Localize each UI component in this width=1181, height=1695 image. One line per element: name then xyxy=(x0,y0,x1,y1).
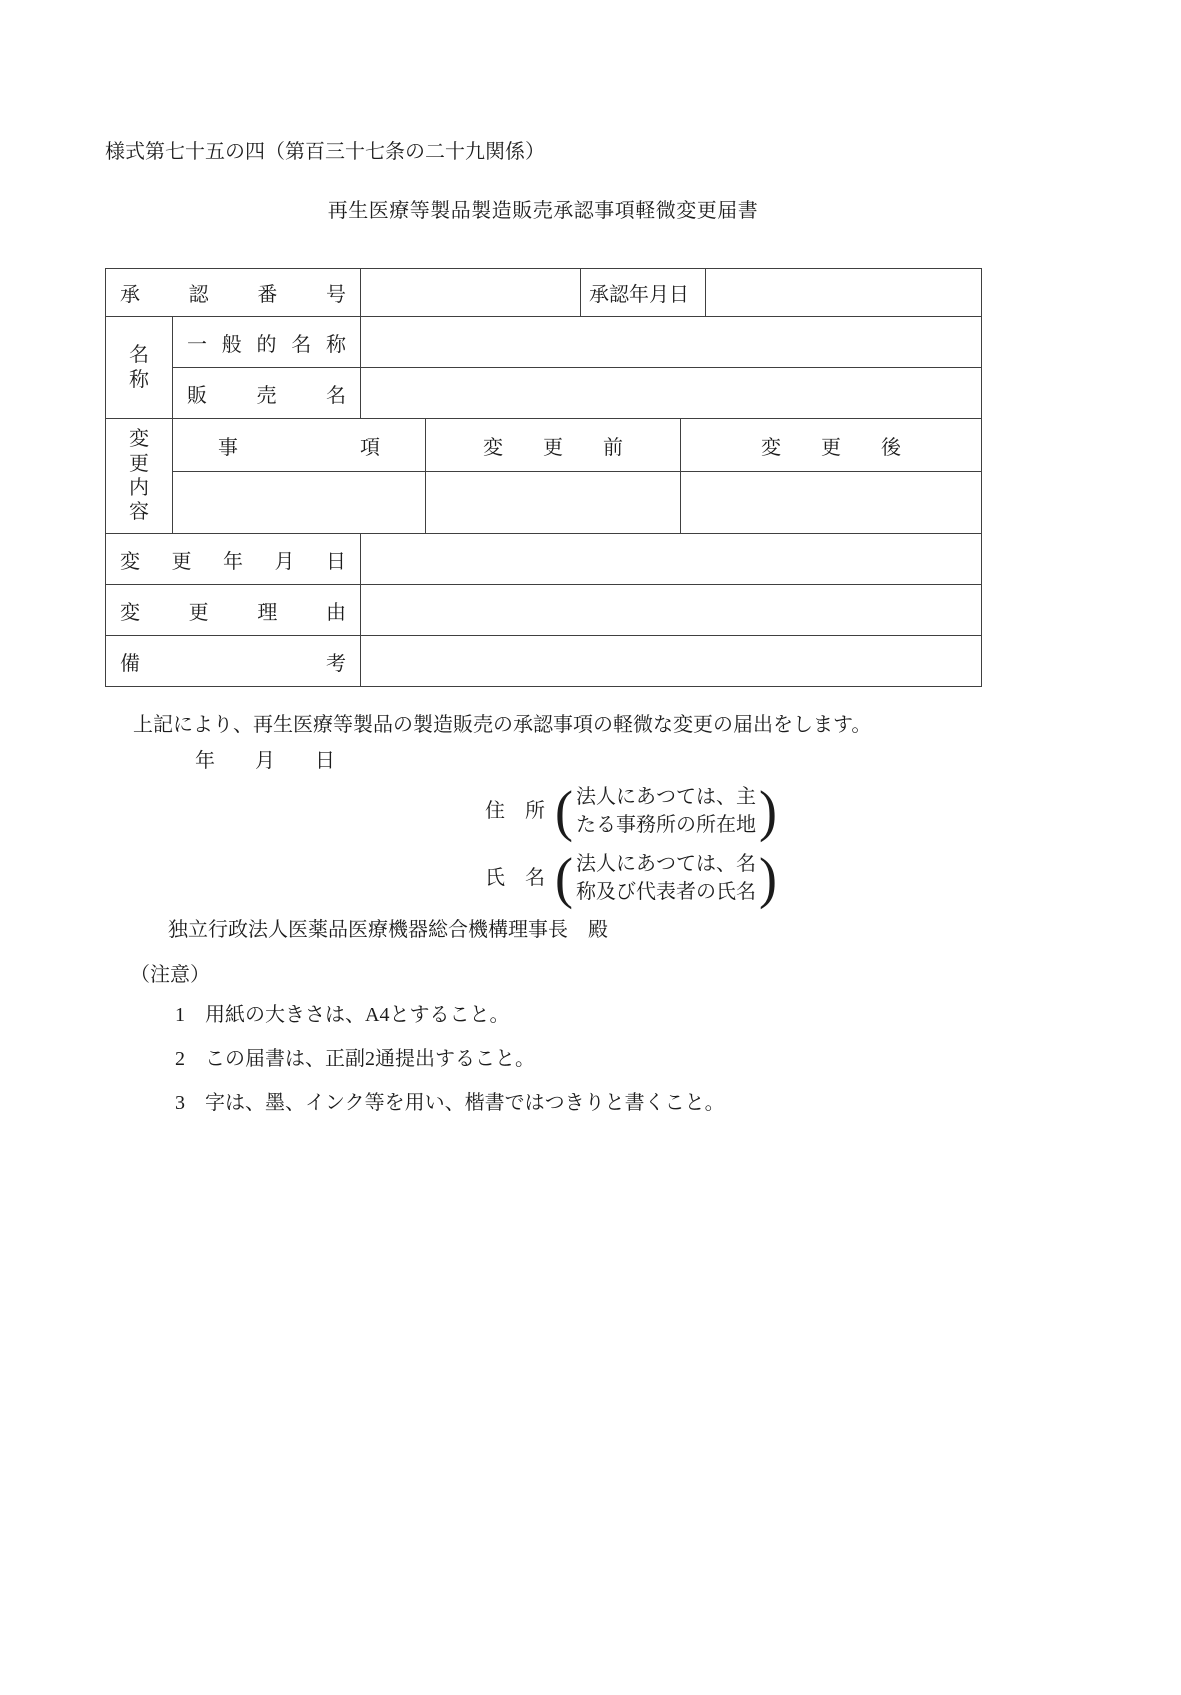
table-row xyxy=(106,368,982,419)
table-row xyxy=(106,419,982,472)
name-sign-label: 氏 名 xyxy=(485,867,545,889)
note-item-1: 1 用紙の大きさは、A4とすること。 xyxy=(175,1004,510,1026)
approval-date-label: 承認年月日 xyxy=(581,269,706,317)
table-row xyxy=(106,585,982,636)
change-after-value-cell xyxy=(681,472,982,534)
open-paren-icon: ( xyxy=(555,846,573,910)
name-note xyxy=(576,850,756,906)
remarks-value-cell xyxy=(361,636,982,687)
name-note-line2: 称及び代表者の氏名 xyxy=(575,881,756,903)
open-paren-icon: ( xyxy=(555,779,573,843)
brand-name-label: 販売名 xyxy=(173,368,361,419)
change-item-value-cell xyxy=(173,472,426,534)
name-sign-block xyxy=(485,846,777,910)
name-section-label xyxy=(106,317,173,419)
change-content-label-text: 変更内容 xyxy=(129,428,149,524)
declaration-text: 上記により、再生医療等製品の製造販売の承認事項の軽微な変更の届出をします。 xyxy=(133,714,872,736)
table-row xyxy=(106,636,982,687)
address-label: 住 所 xyxy=(485,800,545,822)
form-number: 様式第七十五の四（第百三十七条の二十九関係） xyxy=(105,141,545,163)
table-row xyxy=(106,317,982,368)
address-note xyxy=(576,783,756,839)
change-date-label: 変更年月日 xyxy=(106,534,361,585)
change-before-header: 変 更 前 xyxy=(426,419,681,472)
note-item-2: 2 この届書は、正副2通提出すること。 xyxy=(175,1048,535,1070)
address-block xyxy=(485,779,777,843)
change-before-value-cell xyxy=(426,472,681,534)
close-paren-icon: ) xyxy=(758,846,777,910)
table-row xyxy=(106,534,982,585)
change-reason-value-cell xyxy=(361,585,982,636)
approval-table xyxy=(105,268,982,687)
name-note-line1: 法人にあつては、名 xyxy=(575,853,756,875)
notes-title: （注意） xyxy=(130,964,210,986)
table-row xyxy=(106,472,982,534)
approval-number-label: 承認番号 xyxy=(106,269,361,317)
date-line: 年 月 日 xyxy=(195,750,335,772)
change-date-value-cell xyxy=(361,534,982,585)
approval-date-value-cell xyxy=(706,269,982,317)
change-reason-label: 変更理由 xyxy=(106,585,361,636)
name-section-label-text: 名称 xyxy=(129,344,149,391)
addressee-line: 独立行政法人医薬品医療機器総合機構理事長 殿 xyxy=(168,919,608,941)
form-content xyxy=(105,0,981,1695)
generic-name-value-cell xyxy=(361,317,982,368)
remarks-label: 備考 xyxy=(106,636,361,687)
change-after-header: 変 更 後 xyxy=(681,419,982,472)
generic-name-label: 一般的名称 xyxy=(173,317,361,368)
form-title: 再生医療等製品製造販売承認事項軽微変更届書 xyxy=(327,200,759,222)
brand-name-value-cell xyxy=(361,368,982,419)
address-note-line2: たる事務所の所在地 xyxy=(575,814,756,836)
change-content-label xyxy=(106,419,173,534)
table-row xyxy=(106,269,982,317)
change-item-header: 事項 xyxy=(173,419,426,472)
address-note-line1: 法人にあつては、主 xyxy=(575,786,756,808)
note-item-3: 3 字は、墨、インク等を用い、楷書ではつきりと書くこと。 xyxy=(175,1092,725,1114)
approval-number-value-cell xyxy=(361,269,581,317)
close-paren-icon: ) xyxy=(758,779,777,843)
